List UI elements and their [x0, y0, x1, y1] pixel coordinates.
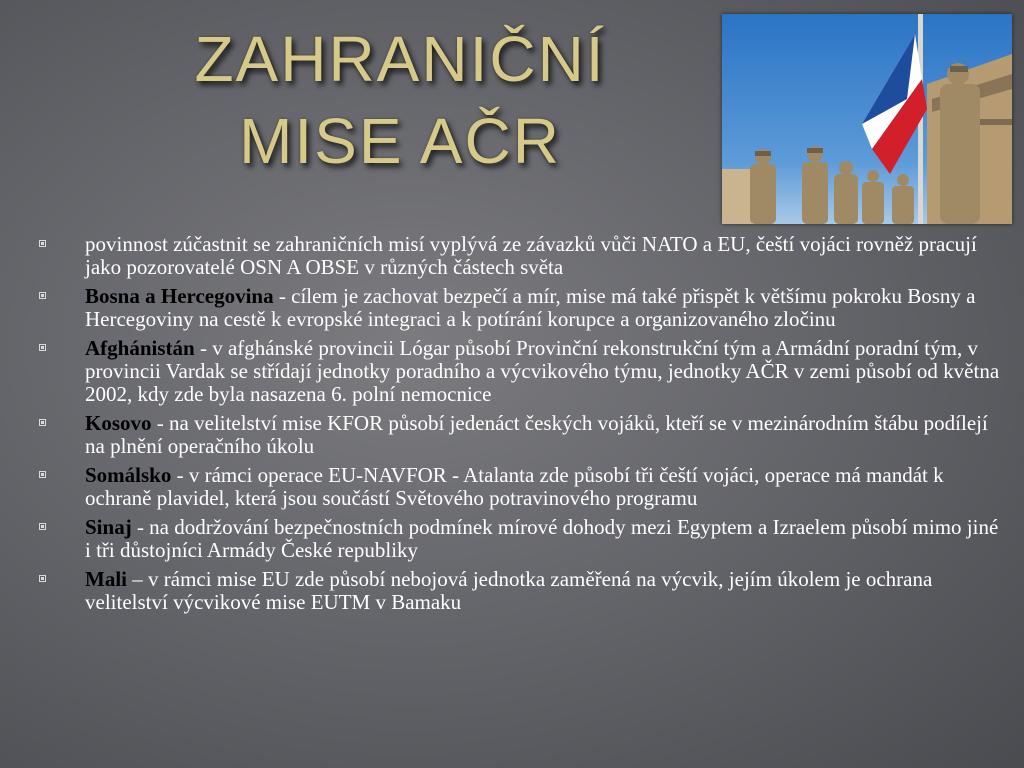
- list-item: [38, 285, 1006, 331]
- square-bullet-icon: [39, 523, 46, 530]
- slide-title: [120, 18, 680, 182]
- bullet-heading: Kosovo: [85, 411, 152, 435]
- bullet-heading: Sinaj: [85, 515, 132, 539]
- list-item: [38, 464, 1006, 510]
- square-bullet-icon: [39, 344, 46, 351]
- bullet-text: povinnost zúčastnit se zahraničních misí vyplývá ze závazků vůči NATO a EU, čeští vojáci rovněž pracují jako pozorovatelé OSN A OBSE v různých částech světa: [85, 232, 977, 279]
- list-item: [38, 568, 1006, 614]
- bullet-text: - cílem je zachovat bezpečí a mír, mise má také přispět k většímu pokroku Bosny a Hercegoviny na cestě k evropské integraci a k potírání korupce a organizovaného zločinu: [85, 284, 976, 331]
- bullet-heading: Mali: [85, 567, 127, 591]
- square-bullet-icon: [39, 419, 46, 426]
- bullet-text: - v rámci operace EU-NAVFOR - Atalanta zde působí tři čeští vojáci, operace má mandát k ochraně plavidel, která jsou součástí Světového potravinového programu: [85, 463, 944, 510]
- square-bullet-icon: [39, 471, 46, 478]
- bullet-text: - na velitelství mise KFOR působí jedenáct českých vojáků, kteří se v mezinárodním štábu podílejí na plnění operačního úkolu: [85, 411, 988, 458]
- list-item: [38, 337, 1006, 406]
- square-bullet-icon: [39, 575, 46, 582]
- bullet-text: - v afghánské provincii Lógar působí Provinční rekonstrukční tým a Armádní poradní tým, v provincii Vardak se střídají jednotky poradního a výcvikového týmu, jednotky AČR v zemi působí od května 2002, kdy zde byla nasazena 6. polní nemocnice: [85, 336, 1000, 406]
- missions-bullet-list: [38, 233, 1006, 620]
- list-item: [38, 412, 1006, 458]
- bullet-heading: Somálsko: [85, 463, 172, 487]
- list-item: [38, 516, 1006, 562]
- bullet-heading: Bosna a Hercegovina: [85, 284, 274, 308]
- bullet-heading: Afghánistán: [85, 336, 195, 360]
- slide-title-line-1: ZAHRANIČNÍ: [194, 23, 606, 95]
- slide-title-line-2: MISE AČR: [239, 105, 561, 177]
- list-item: [38, 233, 1006, 279]
- bullet-text: - na dodržování bezpečnostních podmínek mírové dohody mezi Egyptem a Izraelem působí mimo jiné i tři důstojníci Armády České republiky: [85, 515, 999, 562]
- square-bullet-icon: [39, 240, 46, 247]
- square-bullet-icon: [39, 292, 46, 299]
- soldiers-flag-photo: [722, 14, 1012, 224]
- bullet-text: – v rámci mise EU zde působí nebojová jednotka zaměřená na výcvik, jejím úkolem je ochrana velitelství výcvikové mise EUTM v Bamaku: [85, 567, 933, 614]
